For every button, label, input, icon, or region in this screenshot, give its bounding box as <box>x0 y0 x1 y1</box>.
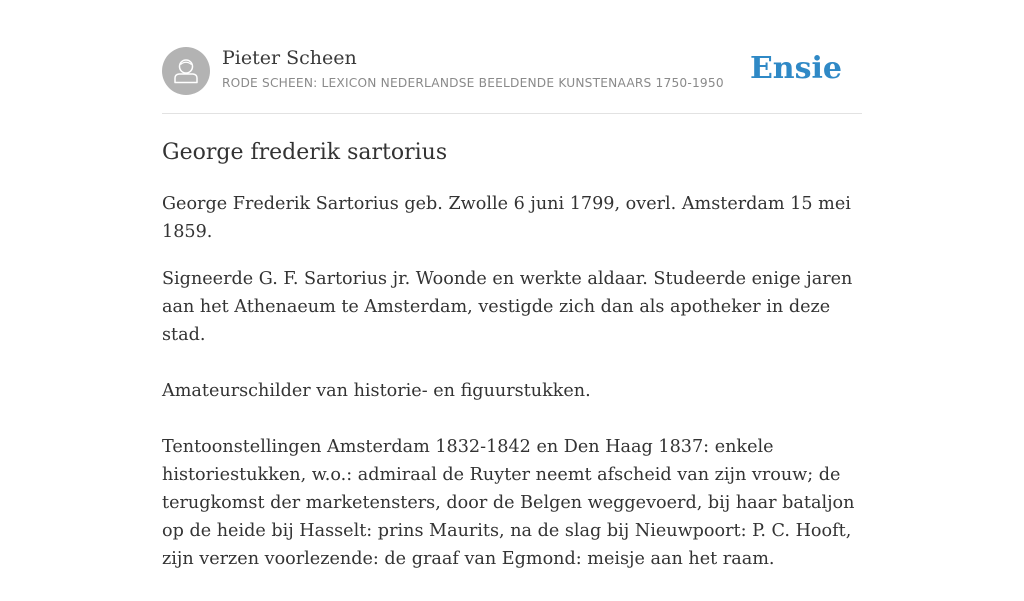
article-paragraph-exhibitions: Tentoonstellingen Amsterdam 1832-1842 en Den Haag 1837: enkele historiestukken, w.o.: admiraal de Ruyter neemt afscheid van zijn vrouw; de terugkomst der marketensters, door de Belgen weggevoerd, bij haar bataljon op de heide bij Hasselt: prins Maurits, na de slag bij Nieuwpoort: P. C. Hooft, zijn verzen voorlezende: de graaf van Egmond: meisje aan het raam. <box>162 437 855 569</box>
source-title[interactable]: RODE SCHEEN: LEXICON NEDERLANDSE BEELDENDE KUNSTENAARS 1750-1950 <box>222 76 724 90</box>
article-paragraph-intro: George Frederik Sartorius geb. Zwolle 6 juni 1799, overl. Amsterdam 15 mei 1859. <box>162 194 851 242</box>
author-avatar[interactable] <box>162 47 210 95</box>
author-name[interactable]: Pieter Scheen <box>222 47 357 69</box>
page-title: George frederik sartorius <box>162 140 448 165</box>
article-body <box>162 190 862 601</box>
article-paragraph-biography: Signeerde G. F. Sartorius jr. Woonde en werkte aldaar. Studeerde enige jaren aan het Athenaeum te Amsterdam, vestigde zich dan als apotheker in deze stad. <box>162 269 853 345</box>
article-header <box>162 47 862 114</box>
user-silhouette-icon <box>162 47 210 95</box>
brand-logo[interactable]: Ensie <box>749 51 842 86</box>
article-paragraph-genre: Amateurschilder van historie- en figuurstukken. <box>162 381 591 401</box>
